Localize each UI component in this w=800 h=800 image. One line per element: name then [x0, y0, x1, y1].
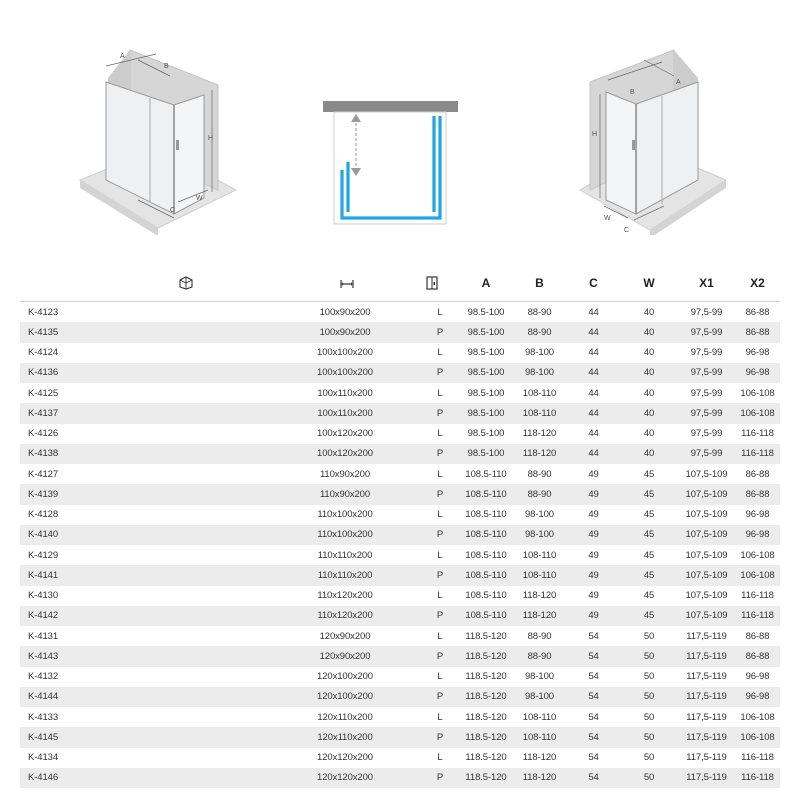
x1-cell: 97,5-99 [678, 363, 735, 383]
table-row [20, 525, 780, 545]
shower-box-icon [178, 276, 194, 290]
b-cell: 118-120 [522, 752, 557, 764]
c-cell: 44 [567, 322, 620, 342]
w-cell: 40 [620, 322, 678, 342]
x1-cell: 97,5-99 [678, 403, 735, 423]
table-row [20, 302, 780, 323]
x2-cell: 96-98 [745, 509, 770, 521]
c-cell: 44 [567, 403, 620, 423]
w-cell: 40 [620, 403, 678, 423]
size-cell: 100x100x200 [317, 347, 373, 359]
c-cell: 49 [567, 565, 620, 585]
model-cell: K-4142 [20, 606, 270, 626]
door-side-cell: L [437, 549, 443, 561]
c-cell: 44 [588, 428, 599, 440]
a-cell: 108.5-110 [460, 484, 512, 504]
size-column-header [270, 265, 420, 302]
a-cell: 108.5-110 [460, 525, 512, 545]
x1-cell: 97,5-99 [678, 444, 735, 464]
x2-cell: 86-88 [745, 468, 770, 480]
model-cell: K-4144 [20, 687, 270, 707]
a-cell: 118.5-120 [460, 687, 512, 707]
size-cell: 100x120x200 [270, 444, 420, 464]
door-side-cell: P [420, 646, 460, 666]
door-side-cell: L [437, 590, 443, 602]
door-side-cell: L [437, 752, 443, 764]
table-row [20, 484, 780, 504]
model-cell: K-4145 [20, 727, 270, 747]
a-cell: 98.5-100 [460, 403, 512, 423]
b-cell: 88-90 [527, 468, 552, 480]
b-cell: 118-120 [512, 606, 567, 626]
door-side-cell: L [437, 428, 443, 440]
w-cell: 50 [620, 727, 678, 747]
door-side-cell: L [437, 306, 443, 318]
c-cell: 54 [588, 711, 599, 723]
door-side-cell: P [420, 525, 460, 545]
x2-cell: 86-88 [745, 306, 770, 318]
model-cell: K-4132 [28, 671, 59, 683]
a-cell: 108.5-110 [465, 468, 507, 480]
model-cell: K-4134 [28, 752, 59, 764]
model-cell: K-4124 [28, 347, 59, 359]
b-cell: 108-110 [512, 403, 567, 423]
table-row [20, 464, 780, 484]
b-cell: 108-110 [512, 565, 567, 585]
table-row [20, 626, 780, 646]
c-cell: 49 [567, 525, 620, 545]
x2-cell: 96-98 [745, 347, 770, 359]
a-cell: 108.5-110 [460, 565, 512, 585]
door-side-cell: P [420, 484, 460, 504]
b-cell: 88-90 [512, 646, 567, 666]
label-w-right: W [604, 215, 611, 222]
c-cell: 44 [588, 387, 599, 399]
x2-cell: 96-98 [735, 525, 780, 545]
door-side-cell: P [420, 606, 460, 626]
x2-cell: 96-98 [735, 687, 780, 707]
x1-cell: 117,5-119 [678, 646, 735, 666]
w-cell: 45 [620, 484, 678, 504]
size-cell: 120x120x200 [270, 768, 420, 788]
door-side-cell: L [437, 468, 443, 480]
label-b: B [164, 63, 169, 70]
x1-cell: 97,5-99 [690, 428, 723, 440]
size-cell: 100x100x200 [270, 363, 420, 383]
size-cell: 120x120x200 [317, 752, 373, 764]
profile-adjustment-diagram [322, 100, 462, 225]
w-cell: 40 [643, 347, 655, 359]
c-cell: 44 [567, 444, 620, 464]
x2-cell: 106-108 [735, 565, 780, 585]
model-cell: K-4128 [28, 509, 59, 521]
x2-cell: 106-108 [740, 387, 775, 399]
x2-cell: 106-108 [735, 403, 780, 423]
x1-cell: 117,5-119 [678, 768, 735, 788]
door-side-cell: P [420, 444, 460, 464]
b-cell: 88-90 [527, 630, 552, 642]
door-side-column-header [420, 265, 460, 302]
size-cell: 100x120x200 [317, 428, 373, 440]
model-cell: K-4137 [20, 403, 270, 423]
a-cell: 98.5-100 [467, 306, 505, 318]
x2-cell: 86-88 [745, 630, 770, 642]
w-cell: 50 [643, 630, 655, 642]
x1-cell: 97,5-99 [690, 387, 723, 399]
size-cell: 110x110x200 [270, 565, 420, 585]
col-c-header: C [567, 265, 620, 302]
table-row [20, 322, 780, 342]
width-dimension-icon [340, 279, 354, 289]
size-cell: 100x110x200 [270, 403, 420, 423]
model-column-header [20, 265, 270, 302]
x1-cell: 117,5-119 [686, 752, 727, 764]
w-cell: 40 [643, 428, 655, 440]
c-cell: 49 [588, 590, 599, 602]
label-c-right: C [624, 227, 630, 234]
w-cell: 45 [643, 590, 655, 602]
a-cell: 118.5-120 [465, 711, 507, 723]
c-cell: 54 [567, 727, 620, 747]
door-side-cell: P [420, 687, 460, 707]
label-a-right: A [676, 79, 681, 86]
x2-cell: 116-118 [741, 590, 774, 602]
door-side-cell: L [437, 347, 443, 359]
size-cell: 100x110x200 [317, 387, 373, 399]
size-cell: 100x90x200 [319, 306, 371, 318]
model-cell: K-4127 [28, 468, 59, 480]
table-row [20, 646, 780, 666]
x1-cell: 107,5-109 [685, 468, 728, 480]
model-cell: K-4138 [20, 444, 270, 464]
a-cell: 118.5-120 [465, 630, 507, 642]
door-side-cell: P [420, 403, 460, 423]
x2-cell: 96-98 [735, 363, 780, 383]
c-cell: 49 [588, 468, 599, 480]
c-cell: 49 [588, 549, 599, 561]
table-row [20, 727, 780, 747]
x2-cell: 86-88 [735, 646, 780, 666]
table-body [20, 302, 780, 789]
col-b-header: B [512, 265, 567, 302]
x2-cell: 106-108 [740, 711, 775, 723]
model-cell: K-4129 [28, 549, 59, 561]
c-cell: 44 [588, 306, 599, 318]
b-cell: 88-90 [512, 322, 567, 342]
x1-cell: 97,5-99 [678, 322, 735, 342]
door-side-cell: L [437, 630, 443, 642]
b-cell: 108-110 [522, 549, 557, 561]
b-cell: 118-120 [512, 768, 567, 788]
c-cell: 44 [588, 347, 599, 359]
label-h-right: H [592, 131, 598, 138]
door-side-cell: P [420, 565, 460, 585]
x1-cell: 107,5-109 [678, 606, 735, 626]
size-cell: 120x110x200 [317, 711, 373, 723]
table-header-row [20, 265, 780, 302]
c-cell: 54 [588, 671, 599, 683]
door-side-cell: L [437, 387, 443, 399]
table-row [20, 545, 780, 565]
x1-cell: 117,5-119 [686, 711, 727, 723]
model-cell: K-4139 [20, 484, 270, 504]
c-cell: 54 [588, 752, 599, 764]
a-cell: 118.5-120 [460, 646, 512, 666]
w-cell: 45 [620, 606, 678, 626]
model-cell: K-4133 [28, 711, 59, 723]
table-row [20, 768, 780, 788]
right-cabin-illustration [578, 30, 728, 235]
size-cell: 100x90x200 [270, 322, 420, 342]
x2-cell: 116-118 [735, 768, 780, 788]
w-cell: 50 [620, 768, 678, 788]
col-x1-header: X1 [678, 265, 735, 302]
x1-cell: 107,5-109 [678, 525, 735, 545]
model-cell: K-4143 [20, 646, 270, 666]
table-row [20, 343, 780, 363]
size-cell: 110x100x200 [317, 509, 373, 521]
door-side-cell: P [420, 768, 460, 788]
x2-cell: 106-108 [740, 549, 775, 561]
b-cell: 98-100 [512, 525, 567, 545]
label-h: H [208, 135, 214, 142]
x1-cell: 107,5-109 [678, 565, 735, 585]
w-cell: 45 [643, 509, 655, 521]
c-cell: 54 [567, 768, 620, 788]
w-cell: 40 [620, 363, 678, 383]
x2-cell: 116-118 [735, 444, 780, 464]
a-cell: 98.5-100 [460, 363, 512, 383]
b-cell: 118-120 [522, 590, 557, 602]
x2-cell: 106-108 [735, 727, 780, 747]
a-cell: 98.5-100 [467, 347, 505, 359]
b-cell: 88-90 [527, 306, 552, 318]
table-row [20, 667, 780, 687]
x2-cell: 116-118 [741, 428, 774, 440]
label-c: C [170, 207, 176, 214]
x1-cell: 107,5-109 [685, 509, 728, 521]
b-cell: 108-110 [512, 727, 567, 747]
door-side-cell: L [437, 671, 443, 683]
w-cell: 45 [643, 549, 655, 561]
b-cell: 108-110 [522, 711, 557, 723]
b-cell: 98-100 [512, 687, 567, 707]
x1-cell: 107,5-109 [685, 549, 728, 561]
model-cell: K-4135 [20, 322, 270, 342]
door-side-cell: L [437, 509, 443, 521]
w-cell: 40 [620, 444, 678, 464]
size-cell: 110x100x200 [270, 525, 420, 545]
c-cell: 49 [588, 509, 599, 521]
model-cell: K-4140 [20, 525, 270, 545]
b-cell: 88-90 [512, 484, 567, 504]
model-cell: K-4125 [28, 387, 59, 399]
a-cell: 108.5-110 [465, 549, 507, 561]
x1-cell: 97,5-99 [690, 347, 723, 359]
a-cell: 98.5-100 [460, 444, 512, 464]
x2-cell: 116-118 [735, 606, 780, 626]
table-row [20, 424, 780, 444]
b-cell: 98-100 [525, 671, 554, 683]
table-row [20, 707, 780, 727]
table-row [20, 687, 780, 707]
table-row [20, 565, 780, 585]
w-cell: 45 [620, 525, 678, 545]
table-row [20, 748, 780, 768]
a-cell: 118.5-120 [465, 752, 507, 764]
size-cell: 110x120x200 [317, 590, 373, 602]
a-cell: 108.5-110 [465, 509, 507, 521]
w-cell: 50 [620, 687, 678, 707]
table-row [20, 586, 780, 606]
size-cell: 120x90x200 [319, 630, 371, 642]
left-cabin-illustration [78, 30, 238, 235]
c-cell: 54 [567, 687, 620, 707]
size-cell: 110x110x200 [317, 549, 373, 561]
c-cell: 54 [588, 630, 599, 642]
door-side-icon [426, 276, 438, 290]
w-cell: 50 [643, 752, 655, 764]
b-cell: 108-110 [522, 387, 557, 399]
w-cell: 45 [643, 468, 655, 480]
size-cell: 120x90x200 [270, 646, 420, 666]
w-cell: 40 [643, 306, 655, 318]
x1-cell: 107,5-109 [678, 484, 735, 504]
col-x2-header: X2 [735, 265, 780, 302]
a-cell: 118.5-120 [465, 671, 507, 683]
c-cell: 54 [567, 646, 620, 666]
model-cell: K-4131 [28, 630, 59, 642]
x1-cell: 117,5-119 [678, 687, 735, 707]
size-cell: 110x120x200 [270, 606, 420, 626]
a-cell: 108.5-110 [460, 606, 512, 626]
a-cell: 118.5-120 [460, 768, 512, 788]
w-cell: 50 [620, 646, 678, 666]
x2-cell: 86-88 [735, 322, 780, 342]
table-row [20, 606, 780, 626]
size-cell: 120x100x200 [317, 671, 373, 683]
model-cell: K-4146 [20, 768, 270, 788]
c-cell: 44 [567, 363, 620, 383]
c-cell: 49 [567, 606, 620, 626]
table-row [20, 444, 780, 464]
b-cell: 98-100 [525, 347, 554, 359]
model-cell: K-4126 [28, 428, 59, 440]
b-cell: 118-120 [512, 444, 567, 464]
b-cell: 118-120 [522, 428, 557, 440]
x1-cell: 117,5-119 [686, 630, 727, 642]
x1-cell: 117,5-119 [678, 727, 735, 747]
a-cell: 108.5-110 [465, 590, 507, 602]
w-cell: 50 [643, 711, 655, 723]
a-cell: 118.5-120 [460, 727, 512, 747]
col-a-header: A [460, 265, 512, 302]
x2-cell: 86-88 [735, 484, 780, 504]
x1-cell: 117,5-119 [686, 671, 727, 683]
table-row [20, 363, 780, 383]
x1-cell: 97,5-99 [690, 306, 723, 318]
b-cell: 98-100 [525, 509, 554, 521]
table-row [20, 403, 780, 423]
a-cell: 98.5-100 [460, 322, 512, 342]
w-cell: 45 [620, 565, 678, 585]
size-cell: 110x90x200 [270, 484, 420, 504]
a-cell: 98.5-100 [467, 428, 505, 440]
label-b-right: B [630, 89, 635, 96]
model-cell: K-4136 [20, 363, 270, 383]
model-cell: K-4130 [28, 590, 59, 602]
door-side-cell: P [420, 727, 460, 747]
col-w-header: W [620, 265, 678, 302]
a-cell: 98.5-100 [467, 387, 505, 399]
table-row [20, 383, 780, 403]
door-side-cell: P [420, 363, 460, 383]
w-cell: 50 [643, 671, 655, 683]
size-cell: 110x90x200 [319, 468, 371, 480]
w-cell: 40 [643, 387, 655, 399]
door-side-cell: L [437, 711, 443, 723]
model-cell: K-4141 [20, 565, 270, 585]
dimensions-table [20, 265, 780, 788]
size-cell: 120x110x200 [270, 727, 420, 747]
x1-cell: 107,5-109 [685, 590, 728, 602]
door-side-cell: P [420, 322, 460, 342]
size-cell: 120x100x200 [270, 687, 420, 707]
model-cell: K-4123 [28, 306, 59, 318]
c-cell: 49 [567, 484, 620, 504]
x2-cell: 96-98 [745, 671, 770, 683]
label-w: W [196, 195, 203, 202]
label-a: A [120, 53, 125, 60]
b-cell: 98-100 [512, 363, 567, 383]
x2-cell: 116-118 [741, 752, 774, 764]
table-row [20, 505, 780, 525]
